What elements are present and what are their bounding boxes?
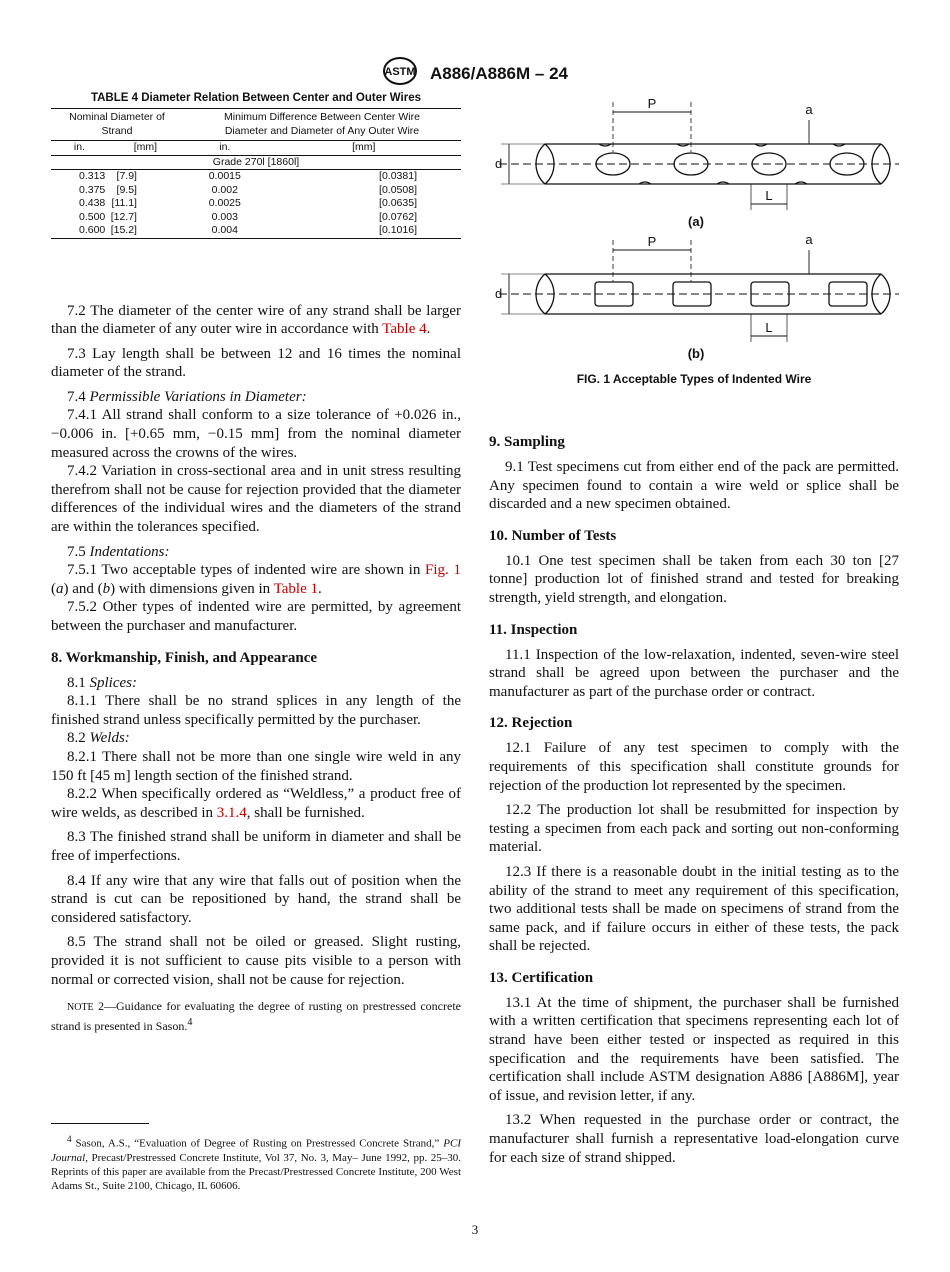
table-cell: 0.600 bbox=[51, 224, 108, 238]
table-cell: 0.003 bbox=[211, 210, 238, 223]
table-4-col2-header: Minimum Difference Between Center Wire Diameter and Diameter of Any Outer Wire bbox=[183, 109, 461, 141]
table-cell: [0.0635] bbox=[379, 197, 417, 209]
table-4-unit: [mm] bbox=[108, 141, 183, 156]
table-cell: 0.438 bbox=[79, 197, 106, 209]
dim-a-label: a bbox=[805, 102, 813, 117]
section-10-heading: 10. Number of Tests bbox=[489, 527, 617, 544]
para-13-2: 13.2 When requested in the purchase order or contract, the manufacturer shall furnish a representative load-elongation curve for each size of strand shipped. bbox=[489, 1112, 899, 1166]
table-cell: [0.0508] bbox=[379, 183, 417, 196]
para-7-3: 7.3 Lay length shall be between 12 and 16 times the nominal diameter of the strand. bbox=[51, 345, 461, 381]
table-4-col1-header: Nominal Diameter of Strand bbox=[51, 109, 183, 141]
para-8-1: 8.1 Splices: bbox=[67, 674, 137, 691]
para-10-1: 10.1 One test specimen shall be taken from each 30 ton [27 tonne] production lot of finished strand and tested for breaking strength, yield strength, and elongation. bbox=[489, 552, 899, 606]
para-7-4: 7.4 Permissible Variations in Diameter: bbox=[67, 388, 307, 405]
table-cell: 0.500 bbox=[79, 210, 106, 223]
dim-d-label: d bbox=[495, 286, 503, 301]
page-number: 3 bbox=[471, 1222, 479, 1237]
table-cell: [0.0762] bbox=[379, 210, 417, 223]
para-8-2: 8.2 Welds: bbox=[67, 730, 130, 747]
table-1-link[interactable]: Table 1 bbox=[273, 580, 318, 597]
para-11-1: 11.1 Inspection of the low-relaxation, indented, seven-wire steel strand shall be agreed upon between the purchaser and the manufacturer as part of the purchase order or contract. bbox=[489, 646, 899, 700]
indented-wire-diagram bbox=[489, 92, 899, 372]
subfig-a-label: (a) bbox=[688, 214, 704, 229]
right-column bbox=[489, 430, 899, 1173]
para-8-2-2: 8.2.2 When specifically ordered as “Weldless,” a product free of wire welds, as described in 3.1.4, shall be furnished. bbox=[51, 786, 461, 821]
table-cell: [7.9] bbox=[116, 170, 137, 182]
table-row bbox=[51, 184, 461, 198]
table-cell: [0.1016] bbox=[267, 224, 461, 238]
table-4-grade: Grade 270l [1860l] bbox=[51, 155, 461, 170]
table-cell: 0.0025 bbox=[208, 197, 241, 209]
para-9-1: 9.1 Test specimens cut from either end of the pack are permitted. Any specimen found to contain a wire weld or splice shall be discarded and a new specimen obtained. bbox=[489, 459, 899, 513]
table-cell: 0.313 bbox=[79, 170, 106, 182]
fig-1-link[interactable]: Fig. 1 bbox=[425, 562, 461, 579]
table-cell: [0.0381] bbox=[379, 170, 417, 182]
section-11-heading: 11. Inspection bbox=[489, 621, 578, 638]
astm-logo-icon bbox=[382, 56, 418, 91]
dim-p-label: P bbox=[647, 234, 657, 249]
table-4-unit: [mm] bbox=[267, 141, 461, 156]
dim-p-label: P bbox=[647, 96, 657, 111]
table-row bbox=[51, 197, 461, 211]
para-12-2: 12.2 The production lot shall be resubmitted for inspection by testing a specimen from each pack and sorting out non-conforming material. bbox=[489, 802, 899, 856]
table-4 bbox=[51, 108, 461, 239]
para-7-4-1: 7.4.1 All strand shall conform to a size tolerance of +0.026 in., −0.006 in. [+0.65 mm, −0.15 mm] from the nominal diameter measured across the crowns of the wires. bbox=[51, 407, 461, 461]
table-cell: [15.2] bbox=[108, 224, 183, 238]
page-header bbox=[0, 56, 950, 91]
table-cell: [12.7] bbox=[110, 210, 137, 223]
table-row bbox=[51, 170, 461, 184]
figure-1-caption: FIG. 1 Acceptable Types of Indented Wire bbox=[576, 372, 812, 386]
table-row bbox=[51, 211, 461, 225]
document-designation: A886/A886M – 24 bbox=[430, 63, 568, 83]
note-2: NOTE 2—Guidance for evaluating the degree of rusting on prestressed concrete strand is presented in Sason.$^4$ bbox=[51, 999, 461, 1034]
footnote-4: $^4$ Sason, A.S., “Evaluation of Degree of Rusting on Prestressed Concrete Strand,” PCI Journal, Precast/Prestressed Concrete Institute, Vol 37, No. 3, May– June 1992, pp. 25–30. Reprints of this paper are available from the Precast/Prestressed Concrete Institute, 200 West Adams St., Suite 2100, Chicago, IL 60606. bbox=[51, 1134, 461, 1192]
dim-a-label: a bbox=[805, 232, 813, 247]
para-7-4-2: 7.4.2 Variation in cross-sectional area and in unit stress resulting therefrom shall not be cause for rejection provided that the diameter differences of the individual wires and the diameters of the strand are within the tolerances specified. bbox=[51, 463, 461, 536]
dim-d-label: d bbox=[495, 156, 503, 171]
table-cell: [9.5] bbox=[116, 183, 137, 196]
footnote-rule bbox=[51, 1123, 149, 1124]
table-cell: 0.002 bbox=[211, 183, 238, 196]
table-cell: 0.375 bbox=[79, 183, 106, 196]
table-4-link[interactable]: Table 4 bbox=[382, 321, 427, 338]
para-8-3: 8.3 The finished strand shall be uniform in diameter and shall be free of imperfections. bbox=[51, 829, 461, 864]
section-8-heading: 8. Workmanship, Finish, and Appearance bbox=[51, 649, 318, 666]
subfig-b-label: (b) bbox=[687, 346, 705, 361]
left-column bbox=[51, 92, 461, 1034]
para-12-1: 12.1 Failure of any test specimen to comply with the requirements of this specification shall constitute grounds for rejection of the production lot represented by the specimen. bbox=[489, 740, 899, 794]
para-7-2: 7.2 The diameter of the center wire of any strand shall be larger than the diameter of any outer wire in accordance with Table 4. bbox=[51, 302, 461, 338]
dim-l-label: L bbox=[765, 188, 773, 203]
dim-l-label: L bbox=[765, 320, 773, 335]
table-4-unit: in. bbox=[51, 141, 108, 156]
table-4-unit: in. bbox=[183, 141, 267, 156]
para-7-5: 7.5 Indentations: bbox=[67, 543, 170, 560]
table-cell: [11.1] bbox=[111, 197, 137, 209]
svg-text:ASTM: ASTM bbox=[384, 66, 416, 78]
para-8-5: 8.5 The strand shall not be oiled or greased. Slight rusting, provided it is not sufficient to cause pits visible to a person with normal or corrected vision, shall not be cause for rejection. bbox=[51, 934, 461, 988]
figure-1 bbox=[489, 92, 899, 392]
para-8-2-1: 8.2.1 There shall not be more than one single wire weld in any 150 ft [45 m] length section of the finished strand. bbox=[51, 748, 461, 784]
section-3-1-4-link[interactable]: 3.1.4 bbox=[216, 804, 247, 821]
table-row bbox=[51, 224, 461, 238]
para-7-5-2: 7.5.2 Other types of indented wire are permitted, by agreement between the purchaser and manufacturer. bbox=[51, 599, 461, 634]
table-cell: 0.0015 bbox=[208, 170, 241, 182]
section-9-heading: 9. Sampling bbox=[489, 434, 565, 450]
table-4-caption: TABLE 4 Diameter Relation Between Center and Outer Wires bbox=[90, 92, 422, 104]
para-7-5-1: 7.5.1 Two acceptable types of indented wire are shown in Fig. 1 (a) and (b) with dimensions given in Table 1. bbox=[51, 562, 461, 597]
para-13-1: 13.1 At the time of shipment, the purchaser shall be furnished with a written certification that specimens representing each lot of strand have been either tested or inspected as required in this specification and the requirements have been satisfied. The certification shall include ASTM designation A886 [A886M], year of issue, and revision letter, if any. bbox=[489, 994, 899, 1104]
table-cell: 0.004 bbox=[183, 224, 267, 238]
para-8-1-1: 8.1.1 There shall be no strand splices in any length of the finished strand unless specifically permitted by the purchaser. bbox=[51, 693, 461, 728]
section-13-heading: 13. Certification bbox=[489, 969, 594, 986]
section-12-heading: 12. Rejection bbox=[489, 715, 573, 732]
para-12-3: 12.3 If there is a reasonable doubt in the initial testing as to the ability of the strand to meet any requirement of this specification, two additional tests shall be made on specimens of strand from the same pack, and if failure occurs in either of these tests, the pack shall be rejected. bbox=[489, 863, 899, 955]
para-8-4: 8.4 If any wire that any wire that falls out of position when the strand is cut can be repositioned by hand, the strand shall be considered satisfactory. bbox=[51, 872, 461, 926]
